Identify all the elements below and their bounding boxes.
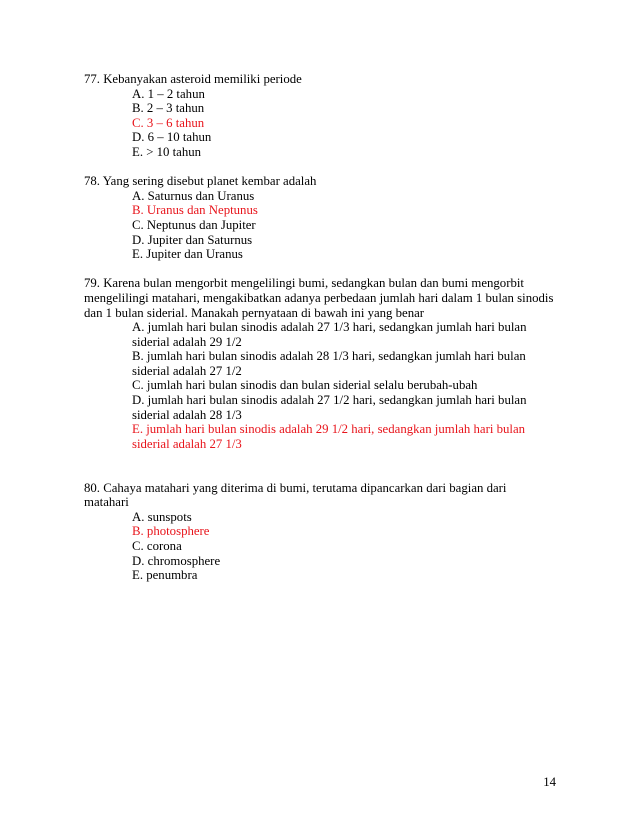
spacer [84, 262, 554, 277]
page-number: 14 [543, 775, 556, 789]
option-b-correct: B. Uranus dan Neptunus [132, 203, 258, 218]
option-list [84, 320, 554, 451]
spacer [84, 160, 554, 175]
option-list [84, 189, 554, 262]
option-a: A. sunspots [132, 509, 192, 524]
question-text: 77. Kebanyakan asteroid memiliki periode [84, 72, 302, 86]
question-text: 79. Karena bulan mengorbit mengelilingi bumi, sedangkan bulan dan bumi mengorbit mengelilingi matahari, mengakibatkan adanya perbedaan jumlah hari dalam 1 bulan sinodis dan 1 bulan siderial. Manakah pernyataan di bawah ini yang benar [84, 276, 554, 320]
question-78 [84, 174, 554, 262]
option-d: D. 6 – 10 tahun [132, 130, 212, 145]
option-list [84, 510, 554, 583]
option-b: B. 2 – 3 tahun [132, 101, 205, 116]
question-79 [84, 276, 554, 451]
option-c-correct: C. 3 – 6 tahun [132, 115, 205, 130]
option-e: E. penumbra [132, 568, 198, 583]
option-list [84, 87, 554, 160]
option-e-correct: E. jumlah hari bulan sinodis adalah 29 1/2 hari, sedangkan jumlah hari bulan siderial adalah 27 1/3 [132, 422, 526, 451]
question-text: 78. Yang sering disebut planet kembar adalah [84, 174, 317, 189]
question-80 [84, 481, 554, 583]
option-d: D. Jupiter dan Saturnus [132, 232, 253, 247]
question-77 [84, 72, 554, 160]
question-text: 80. Cahaya matahari yang diterima di bumi, terutama dipancarkan dari bagian dari matahari [84, 480, 507, 510]
option-e: E. > 10 tahun [132, 144, 202, 159]
option-d: D. chromosphere [132, 553, 221, 568]
option-c: C. corona [132, 539, 182, 553]
option-e: E. Jupiter dan Uranus [132, 247, 243, 262]
option-a: A. Saturnus dan Uranus [132, 188, 255, 203]
option-b-correct: B. photosphere [132, 524, 210, 539]
option-d: D. jumlah hari bulan sinodis adalah 27 1/2 hari, sedangkan jumlah hari bulan siderial adalah 28 1/3 [132, 393, 527, 422]
option-c: C. Neptunus dan Jupiter [132, 217, 256, 232]
option-a: A. jumlah hari bulan sinodis adalah 27 1/3 hari, sedangkan jumlah hari bulan siderial adalah 29 1/2 [132, 320, 527, 349]
option-c: C. jumlah hari bulan sinodis dan bulan siderial selalu berubah-ubah [132, 378, 478, 393]
option-b: B. jumlah hari bulan sinodis adalah 28 1/3 hari, sedangkan jumlah hari bulan siderial adalah 27 1/2 [132, 349, 526, 378]
spacer [84, 451, 554, 480]
option-a: A. 1 – 2 tahun [132, 86, 205, 101]
question-list [84, 72, 554, 583]
